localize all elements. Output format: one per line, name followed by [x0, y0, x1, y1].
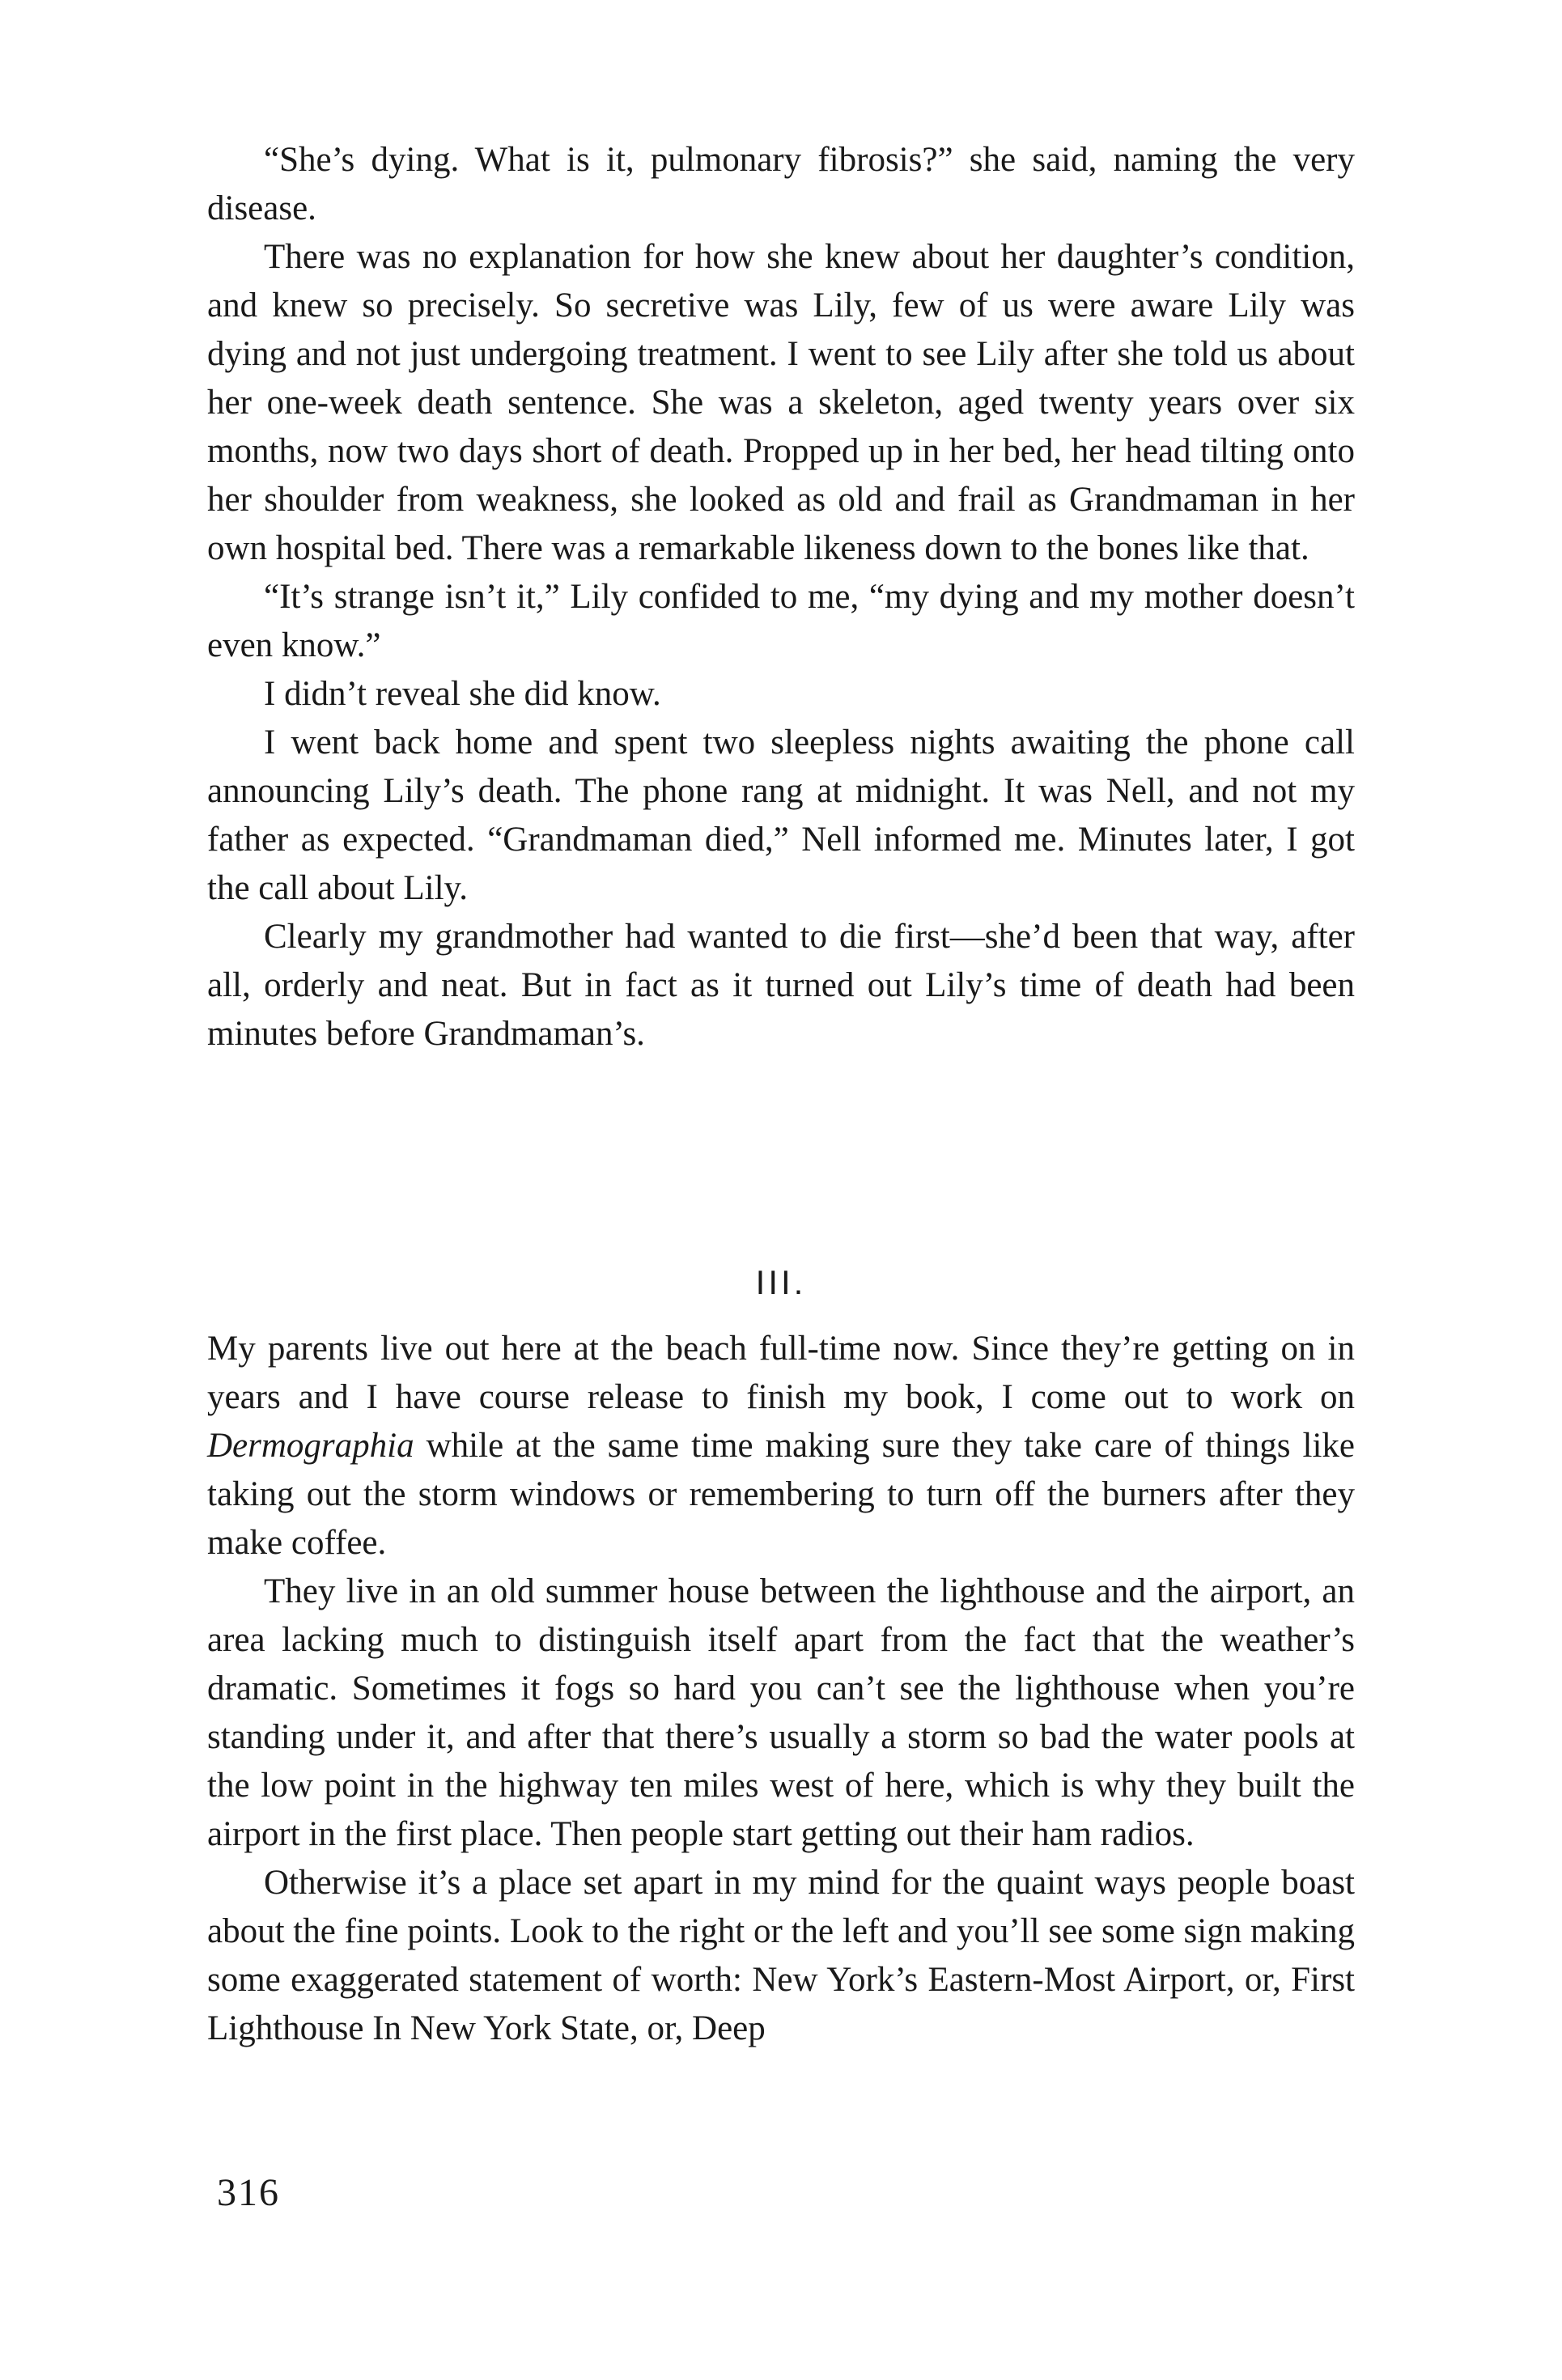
book-title: Dermographia [207, 1427, 414, 1465]
page-number: 316 [217, 2171, 280, 2214]
paragraph: I went back home and spent two sleepless nights awaiting the phone call announcing Lily’s death. The phone rang at midnight. It was Nell, and not my father as expected. “Grandmaman died,” Nell informed me. Minutes later, I got the call about Lily. [207, 723, 1355, 907]
paragraph: I didn’t reveal she did know. [264, 675, 661, 713]
text-block-bottom [207, 1325, 1355, 2053]
paragraph: “She’s dying. What is it, pulmonary fibrosis?” she said, naming the very disease. [207, 141, 1355, 227]
paragraph-text: My parents live out here at the beach full-time now. Since they’re getting on in years and I have course release to finish my book, I come out to work on [207, 1330, 1355, 1416]
text-block-top [207, 136, 1355, 1058]
paragraph: Clearly my grandmother had wanted to die first—she’d been that way, after all, orderly and neat. But in fact as it turned out Lily’s time of death had been minutes before Grandmaman’s. [207, 918, 1355, 1053]
paragraph: They live in an old summer house between the lighthouse and the airport, an area lacking much to distinguish itself apart from the fact that the weather’s dramatic. Sometimes it fogs so hard you can’t see the lighthouse when you’re standing under it, and after that there’s usually a storm so bad the water pools at the low point in the highway ten miles west of here, which is why they built the airport in the first place. Then people start getting out their ham radios. [207, 1572, 1355, 1853]
paragraph: “It’s strange isn’t it,” Lily confided to me, “my dying and my mother doesn’t even know.” [207, 578, 1355, 664]
section-heading: III. [755, 1263, 807, 1301]
paragraph [207, 1325, 1355, 1568]
paragraph: There was no explanation for how she knew about her daughter’s condition, and knew so precisely. So secretive was Lily, few of us were aware Lily was dying and not just undergoing treatment. I went to see Lily after she told us about her one-week death sentence. She was a skeleton, aged twenty years over six months, now two days short of death. Propped up in her bed, her head tilting onto her shoulder from weakness, she looked as old and frail as Grandmaman in her own hospital bed. There was a remarkable likeness down to the bones like that. [207, 238, 1355, 567]
paragraph: Otherwise it’s a place set apart in my mind for the quaint ways people boast about the fine points. Look to the right or the left and you’ll see some sign making some exaggerated statement of worth: New York’s Eastern-Most Airport, or, First Lighthouse In New York State, or, Deep [207, 1864, 1355, 2047]
paragraph-text: while at the same time making sure they take care of things like taking out the storm windows or remembering to turn off the burners after they make coffee. [207, 1427, 1355, 1562]
